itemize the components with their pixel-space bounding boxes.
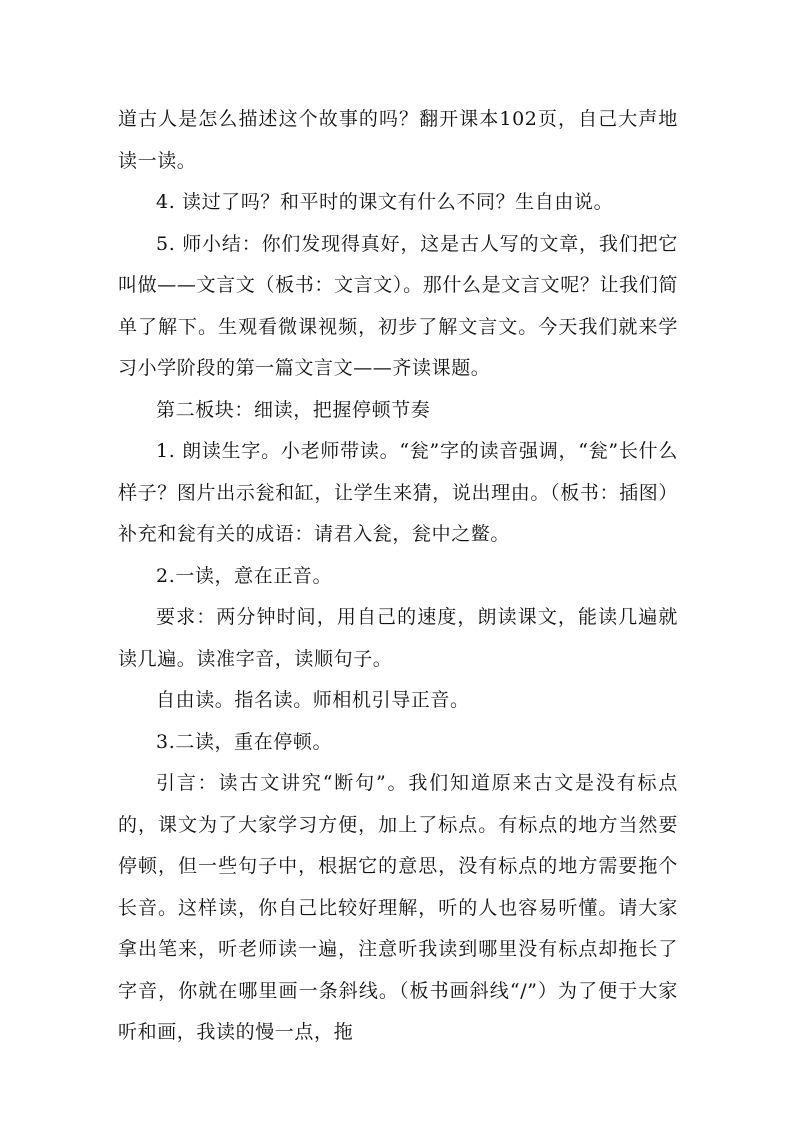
paragraph-introduction: 引言：读古文讲究“断句”。我们知道原来古文是没有标点的，课文为了大家学习方便，加上了标点。有标点的地方当然要停顿，但一些句子中，根据它的意思，没有标点的地方需要拖个长音。这样读，你自己比较好理解，听的人也容易听懂。请大家拿出笔来，听老师读一遍，注意听我读到哪里没有标点却拖长了字音，你就在哪里画一条斜线。（板书画斜线“/”）为了便于大家听和画，我读的慢一点，拖 xyxy=(118,772,678,1043)
paragraph-requirements: 要求：两分钟时间，用自己的速度，朗读课文，能读几遍就读几遍。读准字音，读顺句子。 xyxy=(118,606,678,670)
paragraph-continuation: 道古人是怎么描述这个故事的吗？翻开课本102页，自己大声地读一读。 xyxy=(118,108,678,172)
paragraph-step-4: 4. 读过了吗？和平时的课文有什么不同？生自由说。 xyxy=(156,191,614,213)
paragraph-step-5: 5. 师小结：你们发现得真好，这是古人写的文章，我们把它叫做——文言文（板书：文言文）。那什么是文言文呢？让我们简单了解下。生观看微课视频，初步了解文言文。今天我们就来学习小学阶段的第一篇文言文——齐读课题。 xyxy=(118,232,678,379)
paragraph-step-3: 3.二读，重在停顿。 xyxy=(156,730,333,753)
paragraph-free-reading: 自由读。指名读。师相机引导正音。 xyxy=(156,689,470,711)
paragraph-step-2: 2.一读，意在正音。 xyxy=(156,564,333,587)
paragraph-step-1: 1. 朗读生字。小老师带读。“瓮”字的读音强调，“瓮”长什么样子？图片出示瓮和缸，让学生来猜，说出理由。（板书：插图）补充和瓮有关的成语：请君入瓮，瓮中之鳖。 xyxy=(118,440,678,545)
section-heading-part-2: 第二板块：细读，把握停顿节奏 xyxy=(156,398,431,421)
document-body xyxy=(118,99,678,1054)
